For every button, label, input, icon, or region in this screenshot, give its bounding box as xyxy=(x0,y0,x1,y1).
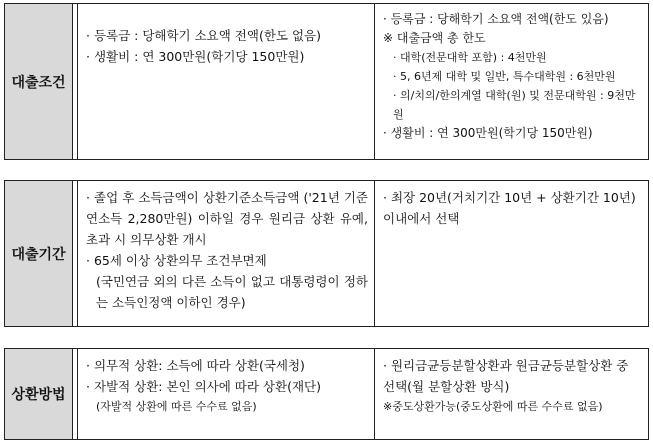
loan-period-left xyxy=(78,181,375,327)
repayment-method-table xyxy=(4,348,649,440)
exemption-condition-text: (국민연금 외의 다른 소득이 없고 대통령령이 정하는 소득인정액 이하인 경우) xyxy=(96,274,368,310)
limit-graduate: · 5, 6년제 대학 및 일반, 특수대학원 : 6천만원 xyxy=(393,70,616,83)
repayment-method-left xyxy=(78,349,375,440)
loan-conditions-table xyxy=(4,3,649,160)
loan-period-table xyxy=(4,180,649,327)
loan-conditions-right xyxy=(375,4,649,160)
exemption-text: · 65세 이상 상환의무 조건부면제 xyxy=(86,253,267,268)
limit-medical: · 의/치의/한의계열 대학(원) 및 전문대학원 : 9천만원 xyxy=(393,89,636,121)
voluntary-repayment-text: · 자발적 상환: 본인 의사에 따라 상환(재단) xyxy=(86,379,321,394)
early-repayment-note: ※중도상환가능(중도상환에 따른 수수료 없음) xyxy=(383,400,603,413)
loan-period-header: 대출기간 xyxy=(5,181,73,327)
max-period-text: · 최장 20년(거치기간 10년 + 상환기간 10년) 이내에서 선택 xyxy=(383,190,636,226)
repayment-method-header: 상환방법 xyxy=(5,349,73,440)
loan-period-right xyxy=(375,181,649,327)
installment-choice-text: · 원리금균등분할상환과 원금균등분할상환 중 선택(월 분할상환 방식) xyxy=(383,358,629,394)
loan-conditions-header: 대출조건 xyxy=(5,4,73,160)
repayment-method-right xyxy=(375,349,649,440)
total-limit-note: ※ 대출금액 총 한도 xyxy=(383,31,486,45)
loan-conditions-left xyxy=(78,4,375,160)
tuition-condition-right: · 등록금 : 당해학기 소요액 전액(한도 있음) xyxy=(383,12,609,26)
tuition-condition-left: · 등록금 : 당해학기 소요액 전액(한도 없음) xyxy=(86,28,321,43)
voluntary-fee-note: (자발적 상환에 따른 수수료 없음) xyxy=(96,400,257,413)
living-cost-condition-left: · 생활비 : 연 300만원(학기당 150만원) xyxy=(86,49,305,64)
mandatory-repayment-text: · 의무적 상환: 소득에 따라 상환(국세청) xyxy=(86,358,305,373)
repayment-deferral-text: · 졸업 후 소득금액이 상환기준소득금액 ('21년 기준 연소득 2,280만원) 이하일 경우 원리금 상환 유예, 초과 시 의무상환 개시 xyxy=(86,190,368,247)
limit-university: · 대학(전문대학 포함) : 4천만원 xyxy=(393,51,547,64)
living-cost-condition-right: · 생활비 : 연 300만원(학기당 150만원) xyxy=(383,126,593,140)
